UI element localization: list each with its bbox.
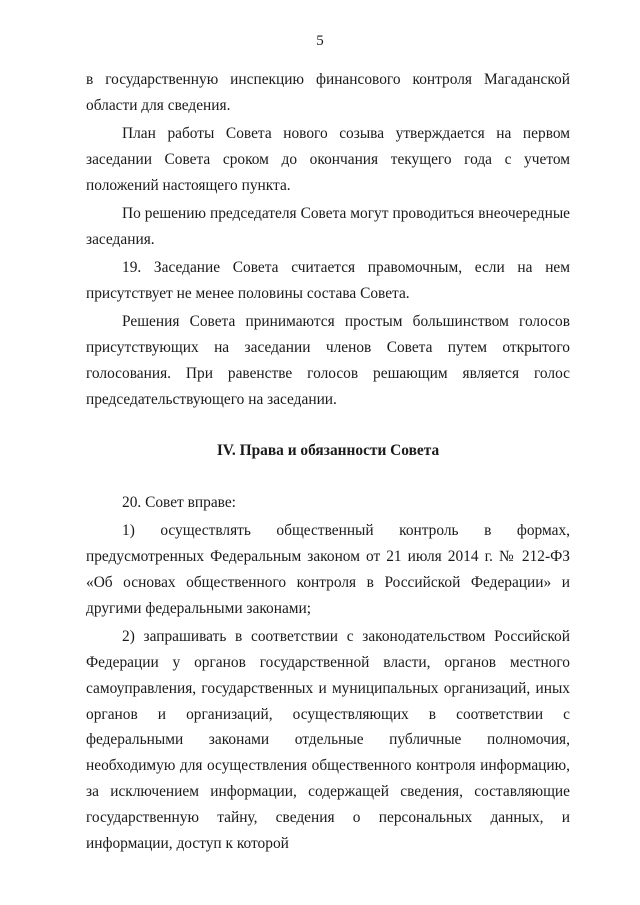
paragraph: 1) осуществлять общественный контроль в формах, предусмотренных Федеральным законом от 21 июля 2014 г. № 212-ФЗ «Об основах общественного контроля в Российской Федерации» и другими федеральными законами; [86,522,570,617]
paragraphs-before-heading [86,67,570,412]
page-number: 5 [316,33,324,49]
document-body [86,67,570,859]
paragraph: План работы Совета нового созыва утверждается на первом заседании Совета сроком до окончания текущего года с учетом положений настоящего пункта. [86,125,570,194]
paragraph: в государственную инспекцию финансового контроля Магаданской области для сведения. [86,71,570,114]
paragraph: 19. Заседание Совета считается правомочным, если на нем присутствует не менее половины состава Совета. [86,259,570,302]
paragraph: 2) запрашивать в соответствии с законодательством Российской Федерации у органов государственной власти, органов местного самоуправления, государственных и муниципальных организаций, иных органов и организаций, осуществляющих в соответствии с федеральными законами отдельные публичные полномочия, необходимую для осуществления общественного контроля информацию, за исключением информации, содержащей сведения, составляющие государственную тайну, сведения о персональных данных, и информации, доступ к которой [86,628,570,852]
paragraph: Решения Совета принимаются простым большинством голосов присутствующих на заседании членов Совета путем открытого голосования. При равенстве голосов решающим является голос председательствующего на заседании. [86,313,570,408]
paragraphs-after-heading [86,490,570,856]
paragraph: 20. Совет вправе: [122,494,236,512]
section-heading: IV. Права и обязанности Совета [216,442,440,460]
paragraph: По решению председателя Совета могут проводиться внеочередные заседания. [86,204,570,248]
